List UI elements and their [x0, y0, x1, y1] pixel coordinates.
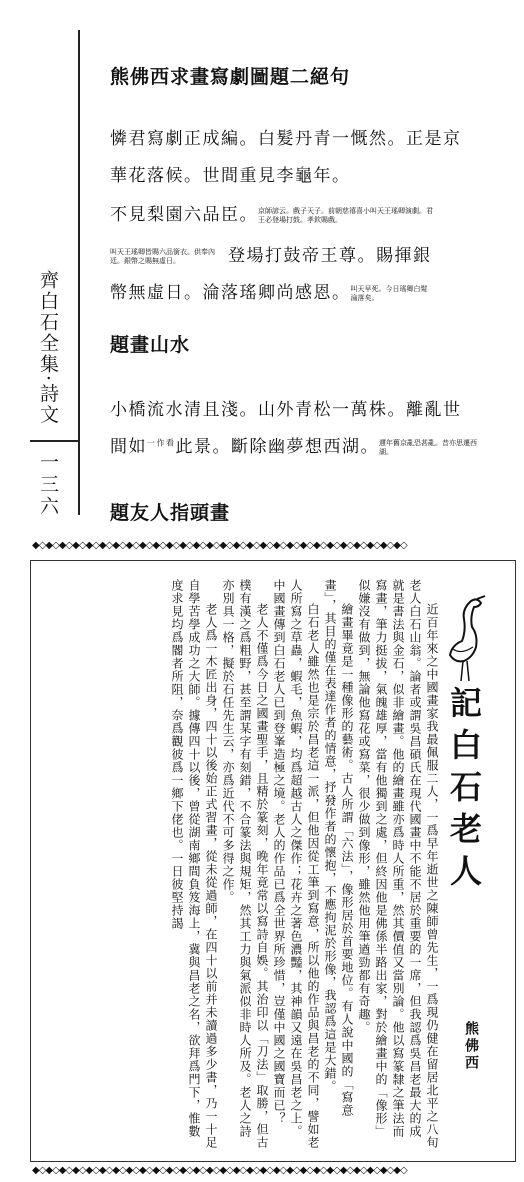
poem-1-line	[110, 200, 510, 225]
poem-2-title: 題畫山水	[110, 334, 191, 356]
poem-2-text: 間如	[110, 437, 147, 457]
poem-1-annotation: 叫天王瑤卿皆賜六品銜衣。供奉內廷。銀幣之賜無虛日。	[110, 247, 215, 265]
poem-3	[110, 498, 510, 525]
page-number: 一三六	[37, 452, 59, 518]
poem-2-annotation: 邇年舊京亂恐甚亂。昔亦思遷西湖。	[379, 438, 477, 456]
article-title: 記白石老人	[445, 686, 483, 896]
poem-1	[110, 62, 510, 303]
poem-2-variant-note: 一作看	[147, 438, 176, 448]
poem-1-line	[110, 278, 510, 303]
article-body	[45, 579, 440, 1149]
ornament-border-top: ◆◇◆◇◆◇◆◇◆◇◆◇◆◇◆◇◆◇◆◇◆◇◆◇◆◇◆◇◆◇◆◇◆◇◆◇◆◇◆◇◆◇◆◇◆◇◆◇◆◇◆◇◆◇◆◇	[32, 540, 407, 551]
article-paragraph: 繪畫畢竟是一種像形的藝術。古人所謂「六法」，像形居於首要地位。有人說中國的「寫意畫」，其目的僅在表達作者的情意，抒發作者的懷抱，不應拘泥於形像，我認爲這是大錯。	[323, 579, 354, 1117]
book-title: 齊白石全集·詩文	[37, 270, 59, 426]
poem-3-title: 題友人指頭畫	[110, 502, 231, 524]
poem-1-text: 不見梨園六品臣。	[110, 205, 258, 225]
article-paragraph: 近百年來之中國畫家我最佩服二人，一爲早年逝世之陳師曾先生，一爲現仍健在留居北平之八旬老人白石山翁。論者或謂吳昌碩氏在現代國畫中不能不居於重要的一席，但我認爲吳昌老最大的成就是書法與金石，似非繪畫。他的繪畫雖亦爲時人所重，然其價值又當別論。他以寫篆隸之筆法而寫畫，筆力挺拔，氣魄雄厚，當有他獨到之處，但終因他是佛係半路出家，對於繪畫中的「像形」似嫌沒有做到，無論他寫花或寫菜，很少做到像形，雖然他用筆遒勁都有奇趣。	[357, 579, 439, 1149]
poem-1-title: 熊佛西求畫寫劇圖題二絕句	[110, 66, 351, 88]
poem-1-annotation: 叫天早死。今日瑤卿白髮淪落矣。	[350, 284, 428, 302]
poem-1-line: 憐君寫劇正成編。白髮丹青一慨然。正是京	[110, 129, 462, 149]
poem-2	[110, 330, 510, 457]
article-clipping	[30, 560, 516, 1162]
poem-1-text: 登場打鼓帝王尊。賜揮銀	[228, 246, 432, 266]
poem-1-line: 華花落候。世間重見李龜年。	[110, 166, 351, 186]
poem-2-line	[110, 432, 510, 457]
poem-1-text: 幣無虛日。淪落瑤卿尚感恩。	[110, 283, 351, 303]
book-page	[0, 0, 524, 540]
poem-2-line: 小橋流水清且淺。山外青松一萬株。離亂世	[110, 400, 462, 420]
poem-2-text: 此景。斷除幽夢想西湖。	[175, 437, 379, 457]
poem-1-annotation: 京師諺云。戲子天子。前朝慈禧喜小叫天王瑤卿演劇。君王必登場打鼓。孝欽賜戲。	[258, 206, 433, 224]
article-paragraph: 白石老人雖然也是宗於昌老這一派，但他因從工筆到寫意，所以他的作品與昌老的不同，譬如老人所寫之草蟲，蝦毛，魚蝦，均爲超越古人之傑作；花卉之著色濃豔，其神韻又遠在吳昌老之上。中國畫傳到白石老人已到登峯造極之境。老人的作品已爲全世界所珍惜，豈僅中國之國寶而已？	[272, 579, 320, 1149]
poem-1-line	[110, 241, 510, 266]
margin-separator	[30, 440, 78, 442]
article-paragraph: 老人不僅爲今日之國畫聖手，且精於篆刻，晚年竟常以寫詩自娛。其治印以「刀法」取勝，但古樸有漢之爲粗野，甚至謂某字有刻錯，不合篆法與規矩，然其工力與氣派似非時人所及。老人之詩亦別具一格，擬於石任先生云，亦爲近代不可多得之作。	[221, 579, 269, 1149]
article-paragraph: 老人爲一木匠出身，四十以後始正式習畫，從未從過師，在四十以前并未讀過多少書，乃一十足自學苦學成功之大師。據傳四十以後，曾從湖南鄉間負笈海上，冀與昌老之名，欲拜爲門下，惟數度求見均爲閽者所阻，奈爲觀彼爲一鄉下佬也。一日彼堅持謁	[170, 579, 218, 1149]
ornament-border-bottom: ◆◇◆◇◆◇◆◇◆◇◆◇◆◇◆◇◆◇◆◇◆◇◆◇◆◇◆◇◆◇◆◇◆◇◆◇◆◇◆◇◆◇◆◇◆◇◆◇◆◇◆◇◆◇◆◇	[32, 1165, 407, 1176]
article-author: 熊佛西	[463, 1021, 479, 1072]
crane-illustration-icon	[441, 595, 487, 685]
margin-rule	[78, 30, 80, 515]
